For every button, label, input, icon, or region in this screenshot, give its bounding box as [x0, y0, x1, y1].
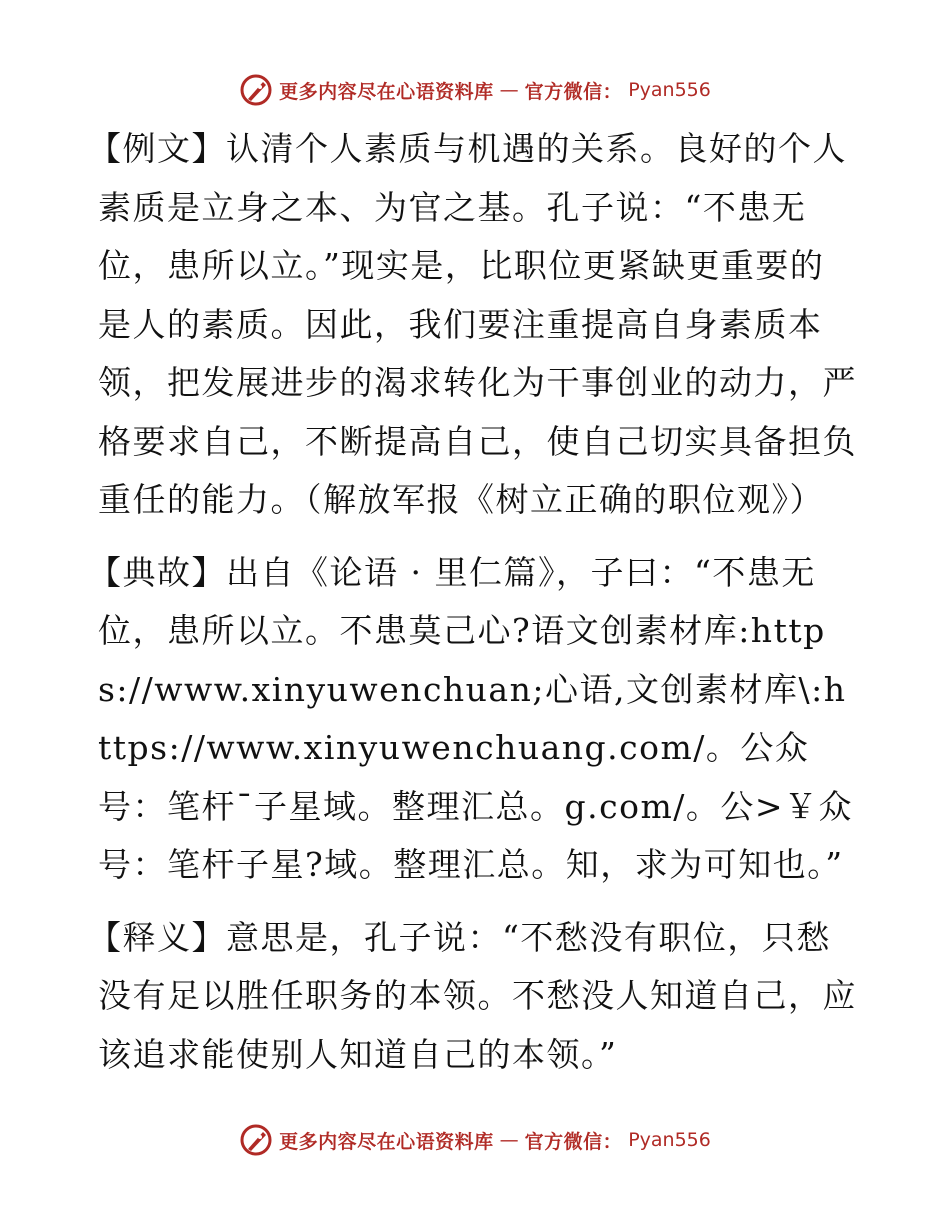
pen-nib-logo-icon — [239, 1123, 273, 1157]
paragraph-label: 【典故】 — [88, 552, 226, 592]
banner-dash: — — [499, 1129, 519, 1151]
banner-dash: — — [499, 79, 519, 101]
banner-main-text: 更多内容尽在心语资料库 — [279, 80, 494, 103]
document-body — [88, 120, 858, 1098]
paragraph-allusion — [88, 544, 858, 895]
paragraph-text: 意思是，孔子说：“不愁没有职位，只愁没有足以胜任职务的本领。不愁没人知道自己，应该追求能使别人知道自己的本领。” — [98, 917, 857, 1074]
banner-wechat-label: 官方微信： — [524, 1130, 623, 1153]
paragraph-example — [88, 120, 858, 530]
banner-wechat-id: Pyan556 — [628, 1129, 711, 1151]
paragraph-text: 认清个人素质与机遇的关系。良好的个人素质是立身之本、为官之基。孔子说：“不患无位，患所以立。”现实是，比职位更紧缺更重要的是人的素质。因此，我们要注重提高自身素质本领，把发展进步的渴求转化为干事创业的动力，严格要求自己，不断提高自己，使自己切实具备担负重任的能力。（解放军报《树立正确的职位观》） — [98, 129, 857, 519]
banner-main-text: 更多内容尽在心语资料库 — [279, 1130, 494, 1153]
paragraph-label: 【例文】 — [88, 129, 226, 168]
header-banner — [0, 70, 950, 110]
banner-wechat-label: 官方微信： — [524, 80, 623, 103]
footer-banner — [0, 1120, 950, 1160]
pen-nib-logo-icon — [239, 73, 273, 107]
paragraph-text: 出自《论语 · 里仁篇》，子曰：“不患无位，患所以立。不患莫己心?语文创素材库:https://www.xinyuwenchuan;心语,文创素材库\:https://www.xinyuwenchuang.com/。公众号：笔杆¯子星域。整理汇总。g.com/。公>￥众号：笔杆子星?域。整理汇总。知，求为可知也。” — [98, 552, 854, 884]
banner-wechat-id: Pyan556 — [628, 79, 711, 101]
paragraph-explanation — [88, 909, 858, 1085]
paragraph-label: 【释义】 — [88, 917, 226, 957]
